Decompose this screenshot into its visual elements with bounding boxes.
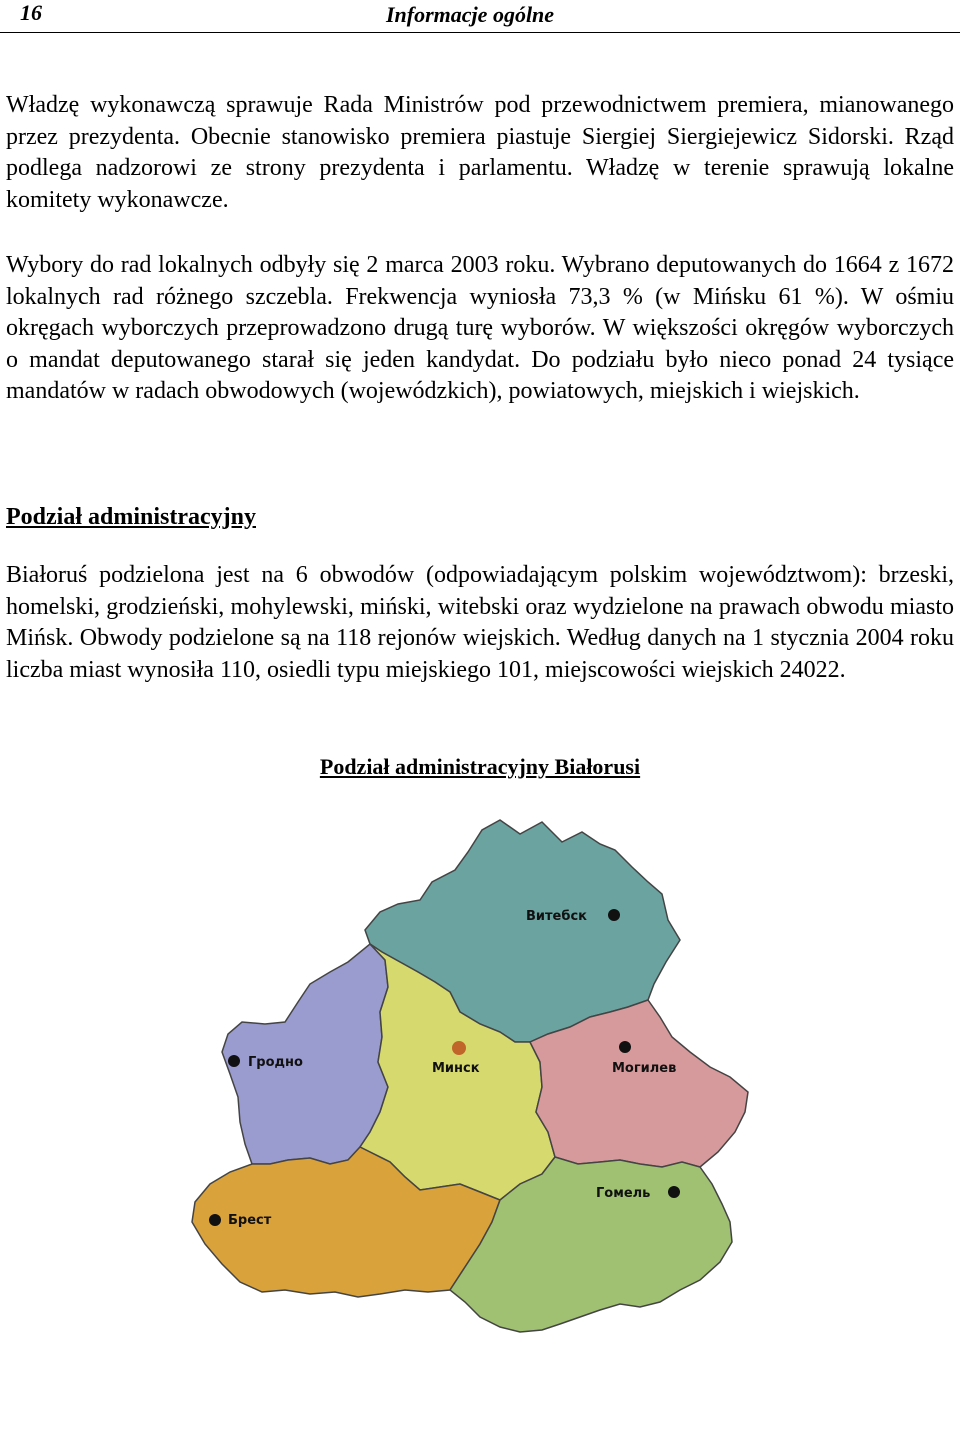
city-dot-grodno xyxy=(228,1055,240,1067)
city-dot-gomel xyxy=(668,1186,680,1198)
region-grodno xyxy=(222,944,388,1164)
header-rule xyxy=(0,32,960,33)
paragraph-administrative-division: Białoruś podzielona jest na 6 obwodów (odpowiadającym polskim województwom): brzeski, homelski, grodzieński, mohylewski, miński, witebski oraz wydzielone na prawach obwodu miasto Mińsk. Obwody podzielone są na 118 rejonów wiejskich. Według danych na 1 stycznia 2004 roku liczba miast wynosiła 110, osiedli typu miejskiego 101, miejscowości wiejskich 24022. xyxy=(6,562,954,683)
page-header xyxy=(0,0,960,34)
page-number: 16 xyxy=(20,0,42,25)
city-dot-minsk xyxy=(452,1041,466,1055)
belarus-regions-map xyxy=(170,812,790,1372)
paragraph-executive-power: Władzę wykonawczą sprawuje Rada Ministrów pod przewodnictwem premiera, mianowanego przez prezydenta. Obecnie stanowisko premiera piastuje Siergiej Siergiejewicz Sidorski. Rząd podlega nadzorowi ze strony prezydenta i parlamentu. Władzę w terenie sprawują lokalne komitety wykonawcze. xyxy=(6,92,954,213)
paragraph-local-elections: Wybory do rad lokalnych odbyły się 2 marca 2003 roku. Wybrano deputowanych do 1664 z 1672 lokalnych rad różnego szczebla. Frekwencja wyniosła 73,3 % (w Mińsku 61 %). W ośmiu okręgach wyborczych przeprowadzono drugą turę wyborów. W większości okręgów wyborczych o mandat deputowanego starał się jeden kandydat. Do podziału było nieco ponad 24 tysiące mandatów w radach obwodowych (wojewódzkich), powiatowych, miejskich i wiejskich. xyxy=(6,252,954,404)
city-label-gomel: Гомель xyxy=(596,1186,651,1201)
city-label-brest: Брест xyxy=(228,1213,272,1228)
city-label-mogilev: Могилев xyxy=(612,1061,677,1076)
city-label-vitebsk: Витебск xyxy=(526,909,587,924)
city-dot-brest xyxy=(209,1214,221,1226)
city-dot-vitebsk xyxy=(608,909,620,921)
running-title: Informacje ogólne xyxy=(386,2,555,27)
section-heading: Podział administracyjny xyxy=(6,504,256,530)
city-label-grodno: Гродно xyxy=(248,1055,303,1070)
map-caption: Podział administracyjny Białorusi xyxy=(319,754,641,779)
city-label-minsk: Минск xyxy=(432,1061,480,1076)
city-dot-mogilev xyxy=(619,1041,631,1053)
